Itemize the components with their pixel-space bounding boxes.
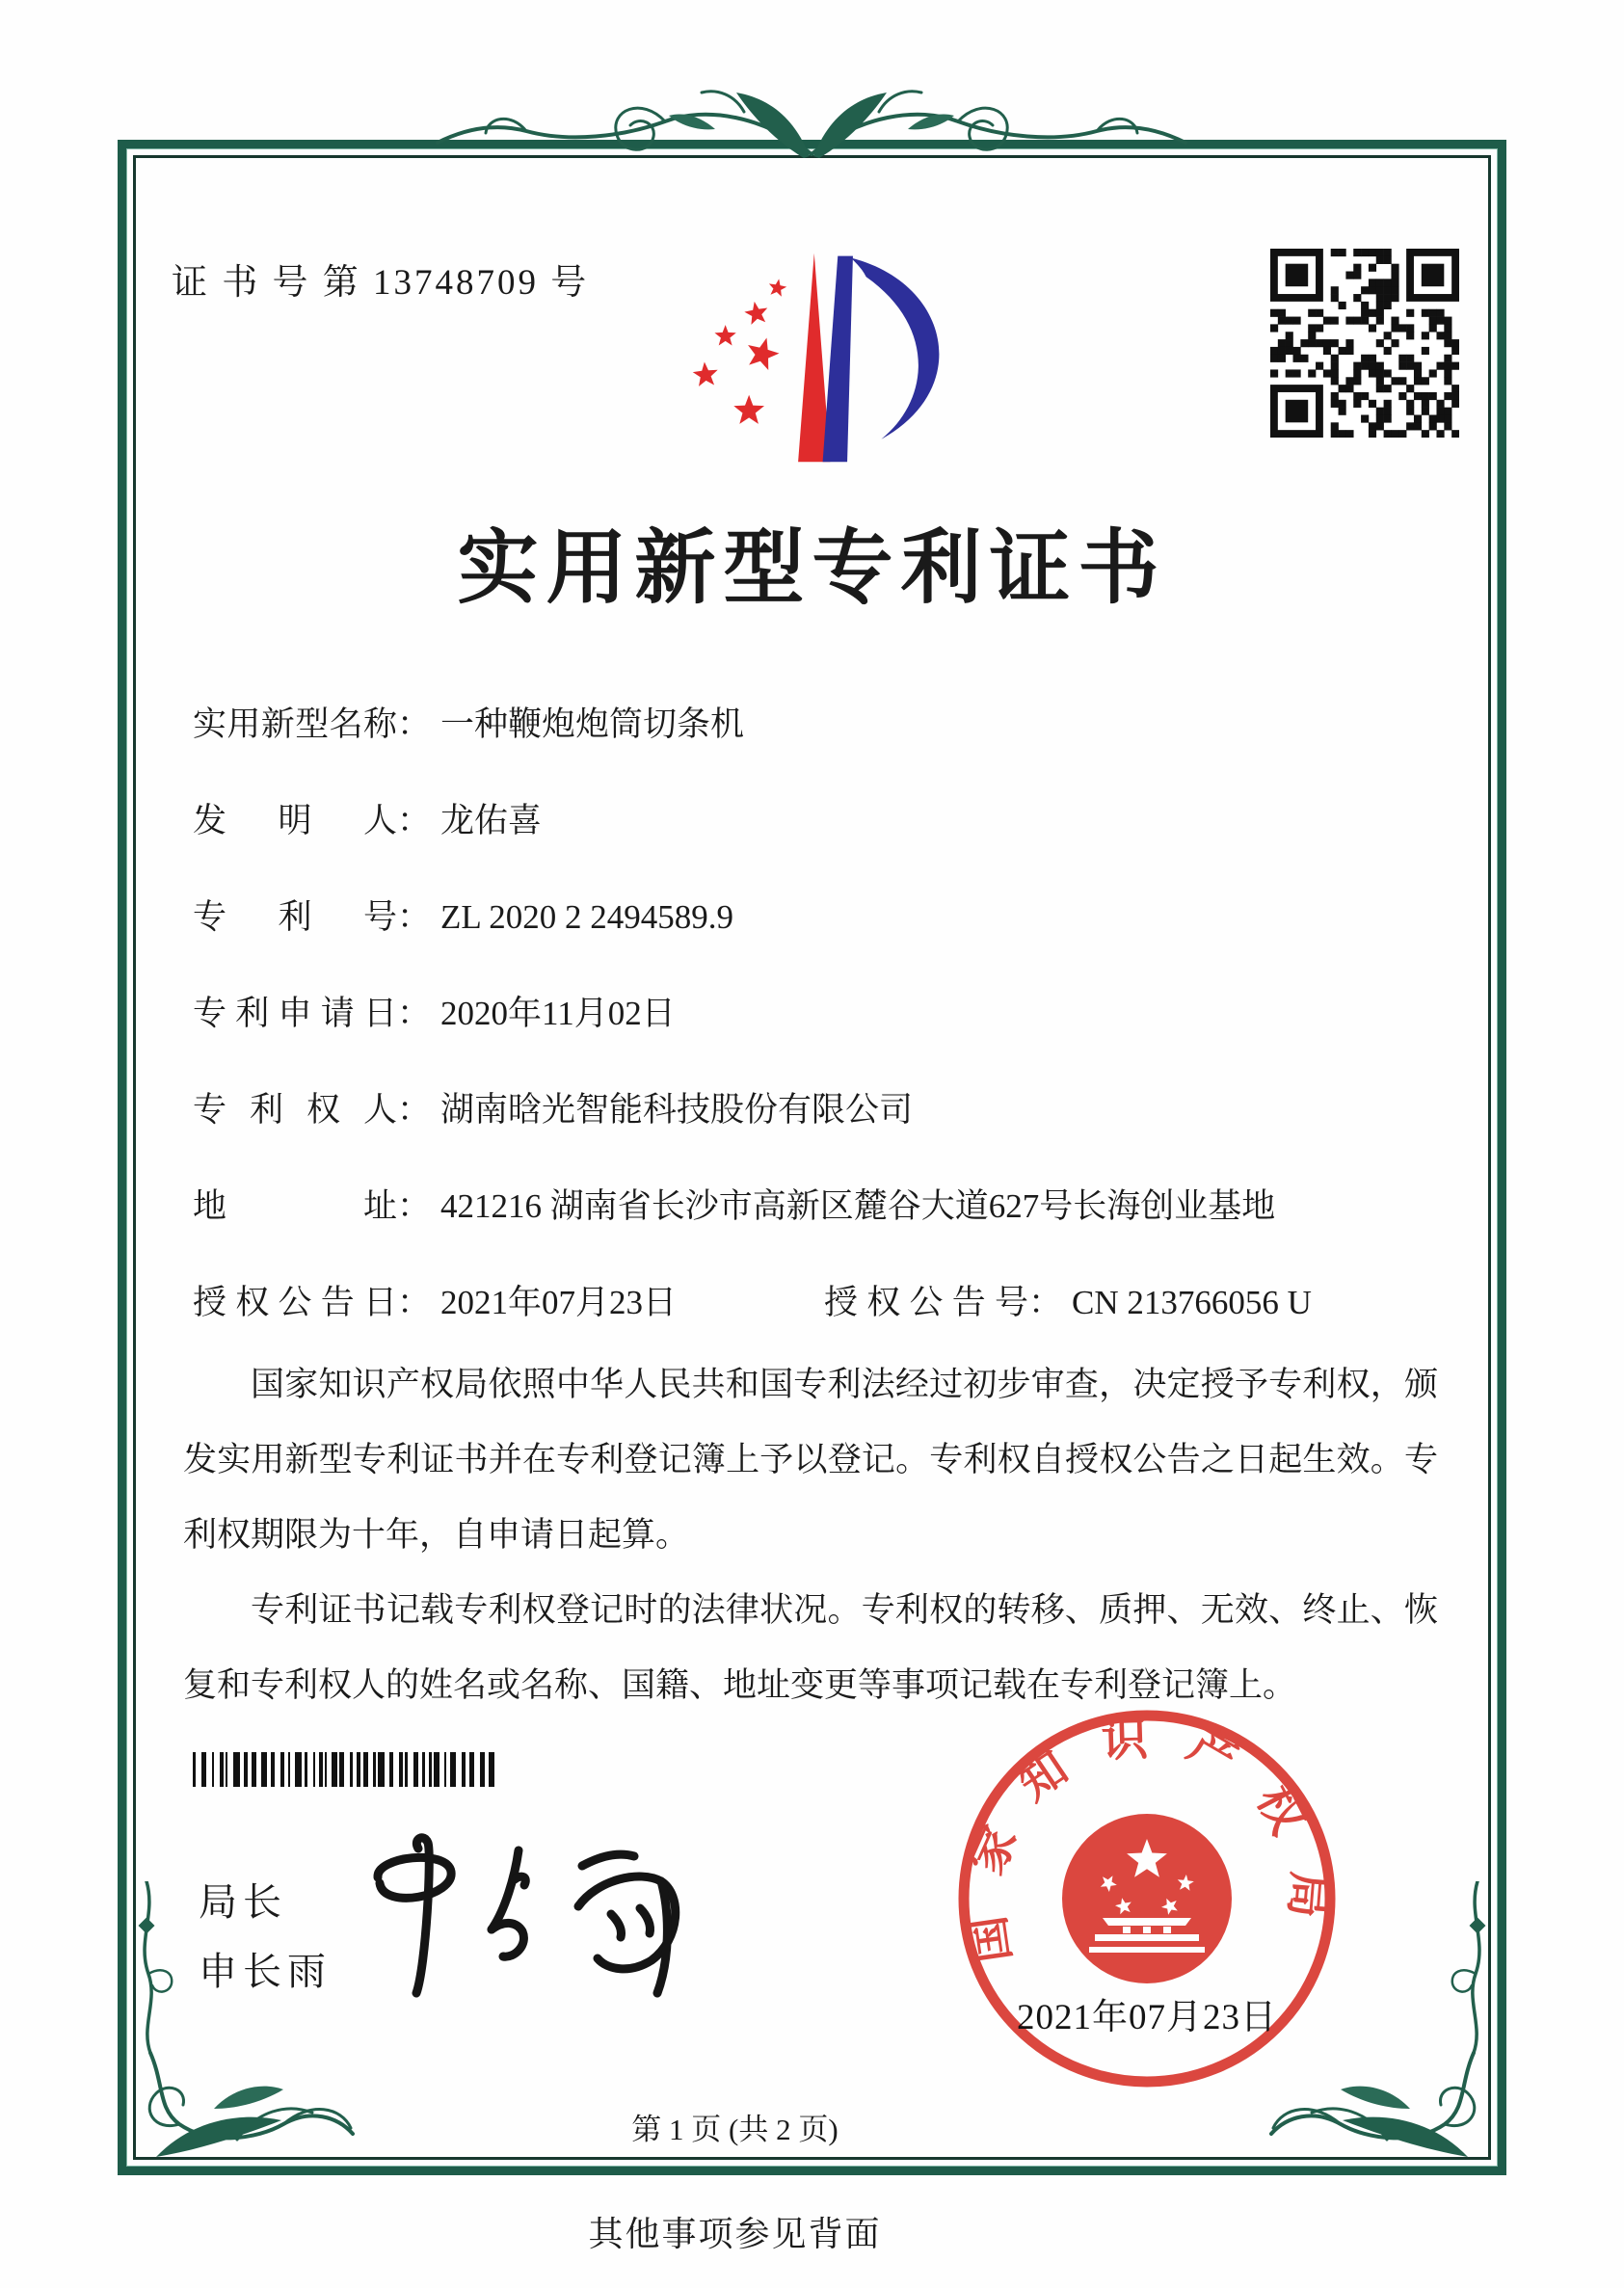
field-row-address [193, 1180, 1275, 1228]
field-label: 发明人 [193, 802, 397, 839]
field-label: 专利号 [193, 898, 397, 936]
field-value: 2020年11月02日 [440, 995, 676, 1032]
field-label: 授权公告号 [824, 1284, 1028, 1321]
field-value: 421216 湖南省长沙市高新区麓谷大道627号长海创业基地 [440, 1187, 1276, 1225]
field-colon: ： [397, 898, 432, 936]
field-value: 龙佑喜 [440, 802, 543, 839]
director-name: 申长雨 [199, 1950, 332, 1993]
certificate-number: 证 书 号 第 13748709 号 [172, 263, 590, 303]
field-label: 授权公告日 [193, 1284, 397, 1321]
certificate-title: 实用新型专利证书 [457, 524, 1167, 614]
body-paragraph-2: 专利证书记载专利权登记时的法律状况。专利权的转移、质押、无效、终止、恢复和专利权人的姓名或名称、国籍、地址变更等事项记载在专利登记簿上。 [183, 1591, 1438, 1704]
director-signature-icon [355, 1822, 721, 2009]
field-colon: ： [397, 995, 432, 1032]
seal-date: 2021年07月23日 [1017, 1998, 1277, 2037]
field-value: CN 213766056 U [1072, 1284, 1312, 1321]
field-colon: ： [1028, 1284, 1063, 1321]
cnipa-logo-icon [653, 239, 952, 475]
field-colon: ： [397, 705, 432, 743]
field-colon: ： [397, 1187, 432, 1225]
field-row-patent-number [193, 891, 733, 939]
field-row-inventor [193, 794, 542, 842]
field-colon: ： [397, 1091, 432, 1129]
field-label: 实用新型名称 [193, 705, 397, 743]
field-row-patentee [193, 1083, 913, 1131]
field-row-grant [193, 1276, 1312, 1324]
director-title: 局长 [199, 1880, 287, 1924]
back-note: 其他事项参见背面 [588, 2215, 882, 2253]
legal-text [183, 1347, 1438, 1723]
barcode-icon [193, 1752, 499, 1787]
field-value: 2021年07月23日 [440, 1284, 678, 1321]
field-label: 专利申请日 [193, 995, 397, 1032]
page-number: 第 1 页 (共 2 页) [631, 2113, 839, 2146]
field-value: 湖南晗光智能科技股份有限公司 [440, 1091, 914, 1129]
field-colon: ： [397, 802, 432, 839]
body-paragraph-1: 国家知识产权局依照中华人民共和国专利法经过初步审查，决定授予专利权，颁发实用新型专利证书并在专利登记簿上予以登记。专利权自授权公告之日起生效。专利权期限为十年，自申请日起算。 [183, 1366, 1438, 1554]
field-row-filing-date [193, 987, 676, 1035]
field-colon: ： [397, 1284, 432, 1321]
seal-text: 国家知识产权局 [957, 1713, 1335, 1966]
field-label: 地址 [193, 1187, 397, 1225]
qr-code-icon [1270, 249, 1459, 438]
field-value: ZL 2020 2 2494589.9 [440, 898, 733, 936]
field-value: 一种鞭炮炮筒切条机 [440, 705, 745, 743]
field-label: 专利权人 [193, 1091, 397, 1129]
field-row-utility-model-name [193, 698, 744, 746]
top-flourish-ornament [426, 73, 1197, 189]
